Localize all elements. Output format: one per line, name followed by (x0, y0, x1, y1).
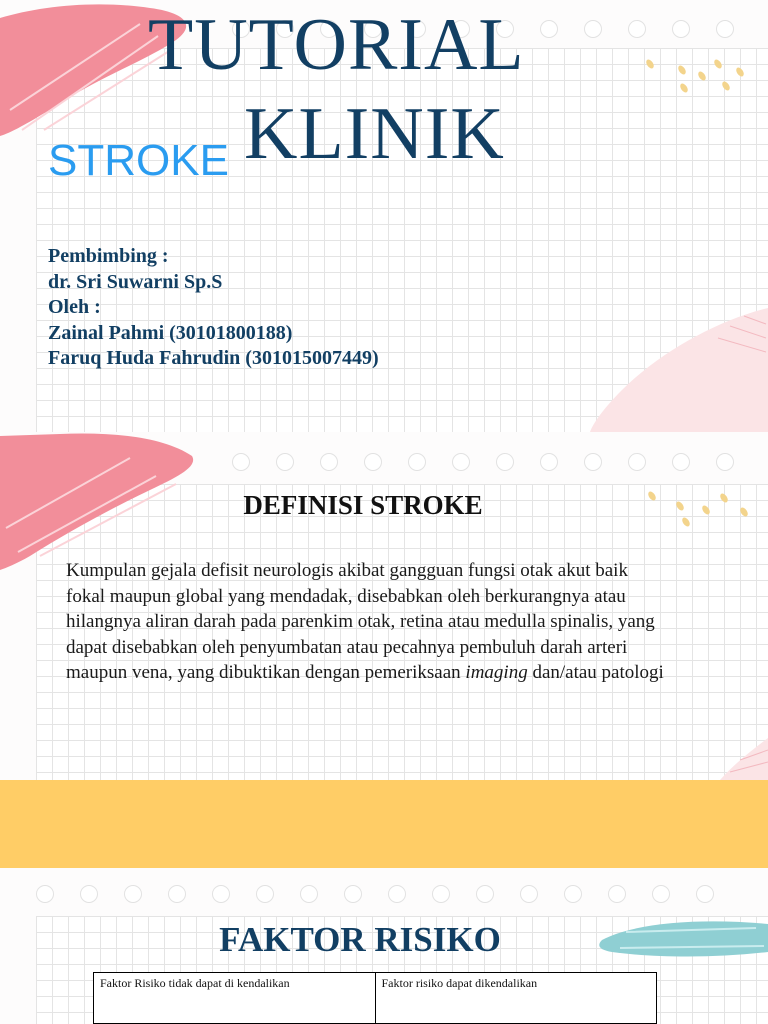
risk-factors-slide (0, 868, 768, 1024)
title-slide (0, 0, 768, 432)
definition-text (66, 558, 666, 686)
table-header-controllable: Faktor risiko dapat dikendalikan (375, 973, 657, 1024)
definition-heading: DEFINISI STROKE (243, 490, 483, 520)
definition-text-end: dan/atau patologi (527, 662, 664, 684)
pink-brush-fade-decoration (700, 732, 768, 780)
definition-slide (0, 432, 768, 780)
info-line-supervisor-label: Pembimbing : (48, 245, 169, 267)
notebook-holes (232, 453, 734, 471)
definition-text-main: Kumpulan gejala defisit neurologis akibat gangguan fungsi otak akut baik fokal maupun global yang mendadak, disebabkan oleh berkurangnya atau hilangnya aliran darah pada parenkim otak, retina atau medulla spinalis, yang dapat disebabkan oleh penyumbatan atau pecahnya pembuluh darah arteri maupun vena, yang dibuktikan dengan pemeriksaan (66, 560, 655, 684)
info-line-author-1: Zainal Pahmi (30101800188) (48, 321, 293, 344)
gold-dots-decoration (640, 52, 760, 102)
title-line-1: TUTORIAL (148, 4, 525, 86)
info-line-author-label: Oleh : (48, 296, 101, 318)
notebook-holes (36, 885, 714, 903)
subtitle-topic: STROKE (48, 136, 229, 185)
title-line-2: KLINIK (244, 93, 505, 175)
yellow-band (0, 780, 768, 868)
table-header-row (94, 973, 657, 1024)
info-line-supervisor-name: dr. Sri Suwarni Sp.S (48, 270, 223, 293)
risk-factors-table (93, 972, 657, 1024)
info-line-author-2: Faruq Huda Fahrudin (301015007449) (48, 347, 379, 369)
definition-text-emphasis: imaging (465, 662, 528, 684)
table-header-uncontrollable: Faktor Risiko tidak dapat di kendalikan (94, 973, 376, 1024)
author-info (48, 244, 379, 372)
risk-factors-heading: FAKTOR RISIKO (219, 920, 501, 959)
pink-brush-fade-decoration (568, 296, 768, 432)
